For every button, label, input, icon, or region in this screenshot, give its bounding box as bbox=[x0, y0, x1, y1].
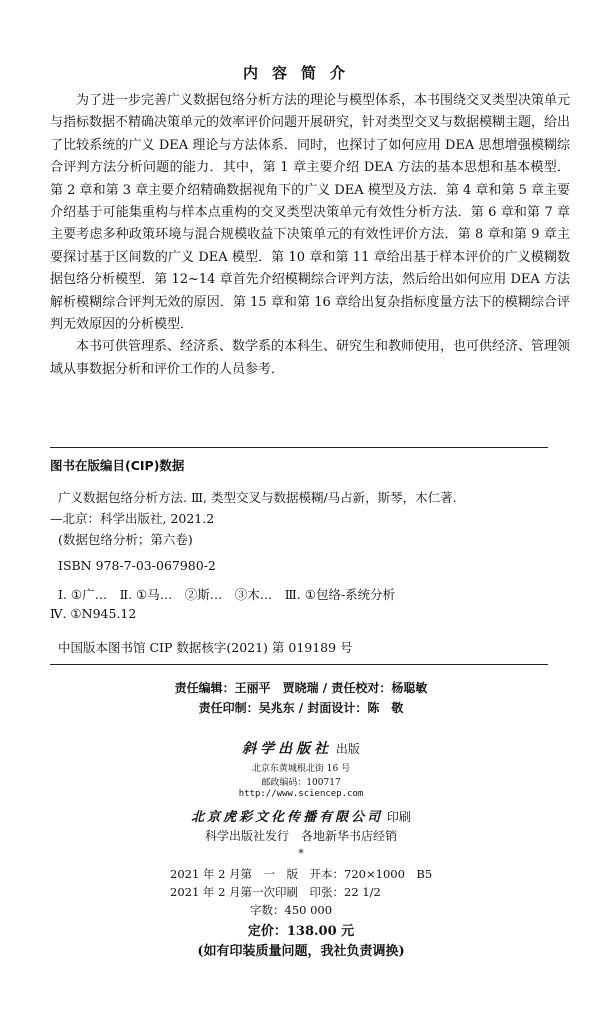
divider-bottom bbox=[50, 664, 548, 665]
cip-heading: 图书在版编目(CIP)数据 bbox=[50, 458, 185, 473]
credits-editors: 责任编辑：王丽平 贾晓瑞 / 责任校对：杨聪敏 bbox=[174, 681, 428, 695]
publisher-logotype: 斜学出版社 bbox=[242, 741, 333, 757]
publisher-url: http://www.sciencep.com bbox=[238, 789, 364, 799]
cip-publisher-line: —北京：科学出版社, 2021.2 bbox=[50, 511, 215, 526]
quality-notice: (如有印装质量问题，我社负责调换) bbox=[197, 944, 405, 959]
cip-isbn: ISBN 978-7-03-067980-2 bbox=[58, 558, 216, 573]
edition-line: 2021 年 2 月第 一 版 开本：720×1000 B5 bbox=[170, 867, 433, 881]
cip-subject-line: Ⅰ. ①广… Ⅱ. ①马… ②斯… ③木… Ⅲ. ①包络-系统分析 bbox=[58, 587, 396, 602]
publisher-address: 北京东黄城根北街 16 号 bbox=[251, 764, 351, 774]
cip-classification-line: Ⅳ. ①N945.12 bbox=[50, 606, 137, 621]
printer-suffix: 印刷 bbox=[386, 810, 411, 824]
publisher-zip: 邮政编码：100717 bbox=[261, 778, 341, 788]
cip-title-line: 广义数据包络分析方法. Ⅲ, 类型交叉与数据模糊/马占新，斯琴，木仁著. bbox=[58, 490, 457, 505]
price: 定价：138.00 元 bbox=[247, 924, 355, 939]
intro-paragraph-1: 为了进一步完善广义数据包络分析方法的理论与模型体系，本书围绕交叉类型决策单元与指标数据不精确决策单元的效率评价问题开展研究，针对类型交叉与数据模糊主题，给出了比较系统的广义 DEA 理论与方法体系．同时，也探讨了如何应用 DEA 思想增强模糊综合评判方法分析问题的能力．其中，第 1 章主要介绍 DEA 方法的基本思想和基本模型．第 2 章和第 3 章主要介绍精确数据视角下的广义 DEA 模型及方法．第 4 章和第 5 章主要介绍基于可能集重构与样本点重构的交叉类型决策单元有效性分析方法．第 6 章和第 7 章主要考虑多种政策环境与混合规模收益下决策单元的有效性评价方法．第 8 章和第 9 章主要探讨基于区间数的广义 DEA 模型．第 10 章和第 11 章给出基于样本评价的广义模糊数据包络分析模型．第 12~14 章首先介绍模糊综合评判方法，然后给出如何应用 DEA 方法解析模糊综合评判无效的原因．第 15 章和第 16 章给出复杂指标度量方法下的模糊综合评判无效原因的分析模型． bbox=[50, 93, 571, 333]
cip-record-number: 中国版本图书馆 CIP 数据核字(2021) 第 019189 号 bbox=[58, 640, 353, 655]
printing-line: 2021 年 2 月第一次印刷 印张：22 1/2 bbox=[170, 885, 381, 899]
cip-series-line: (数据包络分析；第六卷) bbox=[58, 532, 193, 547]
word-count: 字数：450 000 bbox=[250, 903, 333, 917]
printer-name: 北京虎彩文化传播有限公司 bbox=[191, 810, 384, 825]
separator-star: * bbox=[298, 847, 304, 860]
distribution-line: 科学出版社发行 各地新华书店经销 bbox=[204, 829, 397, 843]
publisher-line bbox=[0, 738, 602, 758]
intro-title: 内容简介 bbox=[242, 64, 359, 82]
credits-production: 责任印制：吴兆东 / 封面设计：陈 敬 bbox=[198, 701, 404, 715]
publisher-suffix: 出版 bbox=[335, 742, 360, 756]
divider-top bbox=[50, 447, 548, 448]
intro-paragraph-2: 本书可供管理系、经济系、数学系的本科生、研究生和教师使用，也可供经济、管理领域从事数据分析和评价工作的人员参考． bbox=[50, 339, 571, 377]
printer-line bbox=[0, 806, 602, 825]
intro-text bbox=[50, 90, 570, 381]
